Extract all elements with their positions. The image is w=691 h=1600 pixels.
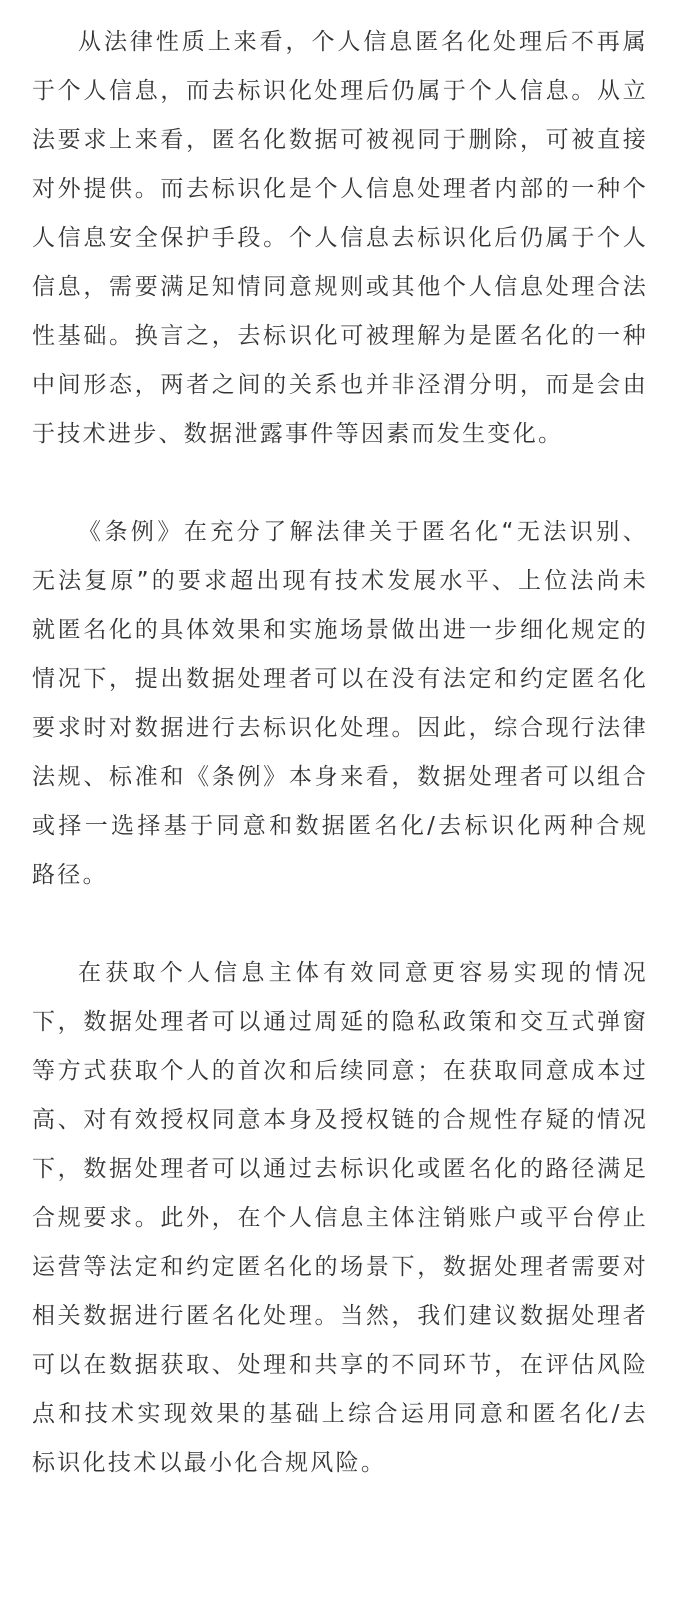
paragraph-compliance-paths: 在获取个人信息主体有效同意更容易实现的情况下，数据处理者可以通过周延的隐私政策和交互式弹窗等方式获取个人的首次和后续同意；在获取同意成本过高、对有效授权同意本身及授权链的合规性存疑的情况下，数据处理者可以通过去标识化或匿名化的路径满足合规要求。此外，在个人信息主体注销账户或平台停止运营等法定和约定匿名化的场景下，数据处理者需要对相关数据进行匿名化处理。当然，我们建议数据处理者可以在数据获取、处理和共享的不同环节，在评估风险点和技术实现效果的基础上综合运用同意和匿名化/去标识化技术以最小化合规风险。 (32, 960, 648, 1476)
paragraph-legal-nature: 从法律性质上来看，个人信息匿名化处理后不再属于个人信息，而去标识化处理后仍属于个人信息。从立法要求上来看，匿名化数据可被视同于删除，可被直接对外提供。而去标识化是个人信息处理者内部的一种个人信息安全保护手段。个人信息去标识化后仍属于个人信息，需要满足知情同意规则或其他个人信息处理合法性基础。换言之，去标识化可被理解为是匿名化的一种中间形态，两者之间的关系也并非泾渭分明，而是会由于技术进步、数据泄露事件等因素而发生变化。 (32, 29, 648, 447)
paragraph-regulation: 《条例》在充分了解法律关于匿名化“无法识别、无法复原”的要求超出现有技术发展水平、上位法尚未就匿名化的具体效果和实施场景做出进一步细化规定的情况下，提出数据处理者可以在没有法定和约定匿名化要求时对数据进行去标识化处理。因此，综合现行法律法规、标准和《条例》本身来看，数据处理者可以组合或择一选择基于同意和数据匿名化/去标识化两种合规路径。 (32, 519, 648, 888)
article-body (32, 18, 648, 1488)
